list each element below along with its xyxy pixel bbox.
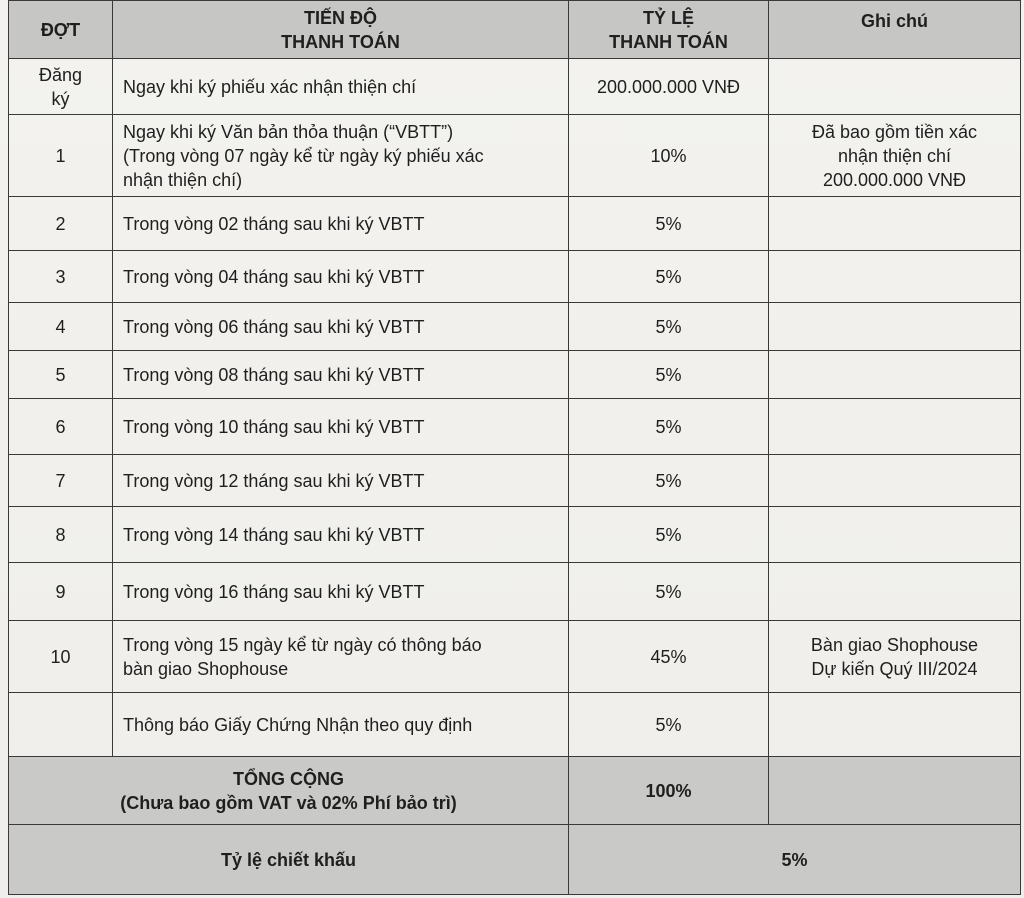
dot-cell: [9, 621, 113, 693]
rate-cell: 5%: [569, 563, 769, 621]
discount-rate: 5%: [569, 825, 1021, 895]
schedule-cell: [113, 303, 569, 351]
rate-cell: 10%: [569, 115, 769, 197]
total-note: [769, 757, 1021, 825]
table-row: [9, 303, 1021, 351]
table-row: [9, 351, 1021, 399]
table-row: [9, 115, 1021, 197]
dot-cell-line: Đăng: [38, 64, 83, 85]
table-row: [9, 251, 1021, 303]
schedule-cell-line: Trong vòng 06 tháng sau khi ký VBTT: [123, 316, 425, 337]
dot-cell: [9, 507, 113, 563]
rate-cell: 5%: [569, 399, 769, 455]
total-label-line1: TỔNG CỘNG: [233, 768, 344, 789]
note-cell: [769, 303, 1021, 351]
rate-cell: 5%: [569, 507, 769, 563]
dot-cell-line: 9: [55, 581, 66, 602]
schedule-cell-line: Trong vòng 12 tháng sau khi ký VBTT: [123, 470, 425, 491]
dot-cell-line: 5: [55, 364, 66, 385]
dot-cell-line: 7: [55, 470, 66, 491]
table-row: [9, 621, 1021, 693]
rate-cell: 5%: [569, 455, 769, 507]
schedule-cell-line: (Trong vòng 07 ngày kể từ ngày ký phiếu xác: [123, 145, 484, 166]
dot-cell-line: 10: [50, 646, 71, 667]
dot-cell-line: 2: [55, 213, 66, 234]
header-rate-line2: THANH TOÁN: [609, 31, 728, 52]
table-row: [9, 507, 1021, 563]
dot-cell-line: 6: [55, 416, 66, 437]
dot-cell-line: 3: [55, 266, 66, 287]
schedule-cell-line: Trong vòng 15 ngày kể từ ngày có thông báo: [123, 634, 482, 655]
note-cell-line: Bàn giao Shophouse: [810, 634, 979, 655]
schedule-cell-line: Trong vòng 04 tháng sau khi ký VBTT: [123, 266, 425, 287]
dot-cell: [9, 303, 113, 351]
header-note: Ghi chú: [769, 1, 1021, 59]
schedule-cell: [113, 115, 569, 197]
schedule-cell: [113, 251, 569, 303]
note-cell-line: Đã bao gồm tiền xác: [811, 121, 978, 142]
dot-cell: [9, 693, 113, 757]
schedule-cell-line: Thông báo Giấy Chứng Nhận theo quy định: [123, 714, 473, 735]
rate-cell: 5%: [569, 197, 769, 251]
schedule-cell-line: Ngay khi ký Văn bản thỏa thuận (“VBTT”): [123, 121, 454, 142]
discount-label: Tỷ lệ chiết khấu: [9, 825, 569, 895]
schedule-cell: [113, 351, 569, 399]
schedule-cell: [113, 197, 569, 251]
schedule-cell: [113, 507, 569, 563]
total-label-line2: (Chưa bao gồm VAT và 02% Phí bảo trì): [120, 792, 457, 813]
table-row: [9, 399, 1021, 455]
rate-cell: 200.000.000 VNĐ: [569, 59, 769, 115]
note-cell: [769, 455, 1021, 507]
note-cell: [769, 59, 1021, 115]
table-row: [9, 197, 1021, 251]
discount-row: [9, 825, 1021, 895]
note-cell: [769, 251, 1021, 303]
dot-cell-line: ký: [51, 88, 70, 109]
schedule-cell: [113, 399, 569, 455]
table-row: [9, 693, 1021, 757]
header-row: [9, 1, 1021, 59]
dot-cell: [9, 399, 113, 455]
header-schedule-line2: THANH TOÁN: [281, 31, 400, 52]
header-rate-line1: TỶ LỆ: [642, 7, 694, 28]
dot-cell: [9, 251, 113, 303]
schedule-cell: [113, 621, 569, 693]
dot-cell: [9, 563, 113, 621]
schedule-cell: [113, 59, 569, 115]
schedule-cell-line: Trong vòng 14 tháng sau khi ký VBTT: [123, 524, 425, 545]
schedule-cell-line: Ngay khi ký phiếu xác nhận thiện chí: [123, 76, 417, 97]
total-row: [9, 757, 1021, 825]
rate-cell: 5%: [569, 351, 769, 399]
rate-cell: 5%: [569, 693, 769, 757]
dot-cell: [9, 351, 113, 399]
table-row: [9, 455, 1021, 507]
dot-cell-line: 1: [55, 145, 66, 166]
schedule-cell: [113, 693, 569, 757]
dot-cell: [9, 455, 113, 507]
schedule-cell-line: nhận thiện chí): [123, 169, 243, 190]
note-cell-line: Dự kiến Quý III/2024: [811, 658, 978, 679]
schedule-cell: [113, 455, 569, 507]
dot-cell-line: 8: [55, 524, 66, 545]
note-cell: [769, 621, 1021, 693]
dot-cell-line: 4: [55, 316, 66, 337]
dot-cell: [9, 115, 113, 197]
note-cell: [769, 197, 1021, 251]
table-row: [9, 563, 1021, 621]
rate-cell: 45%: [569, 621, 769, 693]
note-cell: [769, 693, 1021, 757]
schedule-cell-line: Trong vòng 16 tháng sau khi ký VBTT: [123, 581, 425, 602]
rate-cell: 5%: [569, 303, 769, 351]
note-cell-line: nhận thiện chí: [837, 145, 952, 166]
note-cell: [769, 507, 1021, 563]
header-rate: [569, 1, 769, 59]
schedule-cell-line: Trong vòng 02 tháng sau khi ký VBTT: [123, 213, 425, 234]
header-schedule: [113, 1, 569, 59]
schedule-cell-line: bàn giao Shophouse: [123, 658, 289, 679]
schedule-cell-line: Trong vòng 08 tháng sau khi ký VBTT: [123, 364, 425, 385]
schedule-cell-line: Trong vòng 10 tháng sau khi ký VBTT: [123, 416, 425, 437]
dot-cell: [9, 59, 113, 115]
total-rate: 100%: [569, 757, 769, 825]
table-body: [9, 59, 1021, 757]
total-label: [9, 757, 569, 825]
rate-cell: 5%: [569, 251, 769, 303]
payment-schedule-table: [8, 0, 1021, 895]
header-dot: ĐỢT: [9, 1, 113, 59]
dot-cell: [9, 197, 113, 251]
note-cell-line: 200.000.000 VNĐ: [822, 169, 967, 190]
note-cell: [769, 399, 1021, 455]
note-cell: [769, 115, 1021, 197]
schedule-cell: [113, 563, 569, 621]
note-cell: [769, 351, 1021, 399]
table-row: [9, 59, 1021, 115]
header-schedule-line1: TIẾN ĐỘ: [303, 7, 377, 28]
note-cell: [769, 563, 1021, 621]
